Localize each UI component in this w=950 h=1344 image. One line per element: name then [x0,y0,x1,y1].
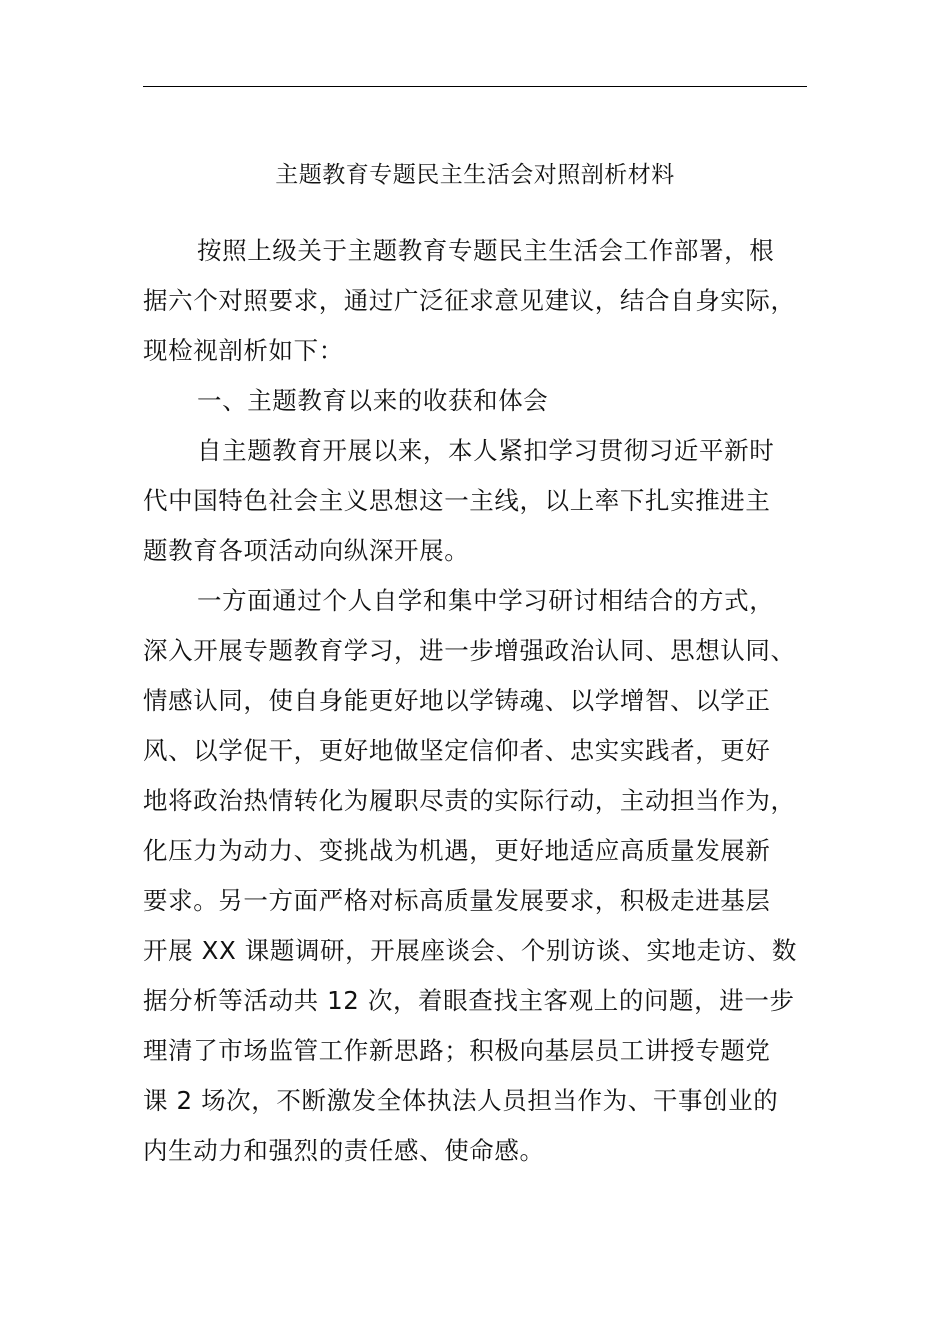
paragraph-line: 情感认同，使自身能更好地以学铸魂、以学增智、以学正 [143,686,771,715]
paragraph-line: 自主题教育开展以来，本人紧扣学习贯彻习近平新时 [197,436,775,465]
paragraph-line: 按照上级关于主题教育专题民主生活会工作部署，根 [197,236,775,265]
paragraph-line: 一方面通过个人自学和集中学习研讨相结合的方式， [197,586,775,615]
paragraph-line: 深入开展专题教育学习，进一步增强政治认同、思想认同、 [143,636,796,665]
paragraph-line: 理清了市场监管工作新思路；积极向基层员工讲授专题党 [143,1036,771,1065]
paragraph-line: 代中国特色社会主义思想这一主线，以上率下扎实推进主 [143,486,771,515]
paragraph-line: 课 2 场次，不断激发全体执法人员担当作为、干事创业的 [143,1086,779,1115]
section-heading: 一、主题教育以来的收获和体会 [197,386,549,415]
document-body [143,226,807,1176]
paragraph-line: 开展 XX 课题调研，开展座谈会、个别访谈、实地走访、数 [143,936,797,965]
paragraph-line: 现检视剖析如下： [143,336,344,365]
document-title: 主题教育专题民主生活会对照剖析材料 [275,162,675,188]
paragraph-line: 风、以学促干，更好地做坚定信仰者、忠实实践者，更好 [143,736,771,765]
paragraph-line: 地将政治热情转化为履职尽责的实际行动，主动担当作为， [143,786,796,815]
paragraph-line: 题教育各项活动向纵深开展。 [143,536,470,565]
header-rule [143,86,807,87]
paragraph-line: 化压力为动力、变挑战为机遇，更好地适应高质量发展新 [143,836,771,865]
paragraph-line: 要求。另一方面严格对标高质量发展要求，积极走进基层 [143,886,771,915]
paragraph-line: 据分析等活动共 12 次，着眼查找主客观上的问题，进一步 [143,986,795,1015]
paragraph-line: 内生动力和强烈的责任感、使命感。 [143,1136,545,1165]
paragraph-line: 据六个对照要求，通过广泛征求意见建议，结合自身实际， [143,286,796,315]
